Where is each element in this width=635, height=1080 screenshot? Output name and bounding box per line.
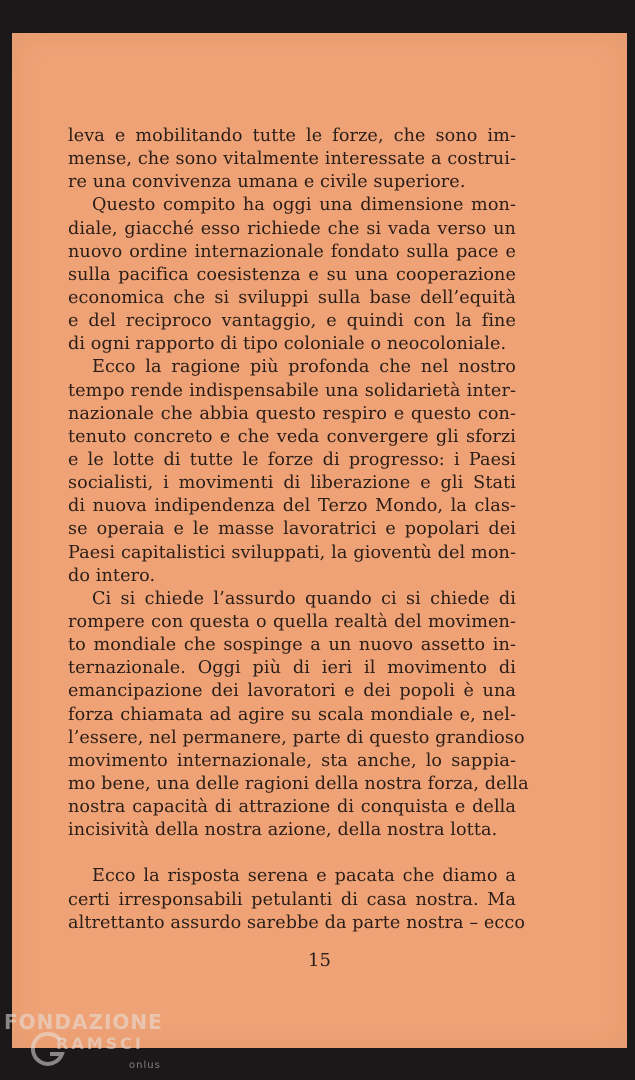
text-line: certi irresponsabili petulanti di casa nostra. Ma xyxy=(68,889,516,910)
text-line: e le lotte di tutte le forze di progresso: i Paesi xyxy=(68,449,516,470)
fondazione-gramsci-watermark xyxy=(4,1010,174,1076)
text-line: diale, giacché esso richiede che si vada verso un xyxy=(68,218,516,239)
text-line: forza chiamata ad agire su scala mondiale e, nel- xyxy=(68,704,516,725)
text-line: socialisti, i movimenti di liberazione e gli Stati xyxy=(68,473,516,494)
text-line: emancipazione dei lavoratori e dei popoli è una xyxy=(68,681,516,702)
text-line: se operaia e le masse lavoratrici e popolari dei xyxy=(68,519,516,540)
text-line: leva e mobilitando tutte le forze, che sono im- xyxy=(68,126,516,146)
text-line: Ecco la risposta serena e pacata che diamo a xyxy=(92,866,516,887)
text-line: incisività della nostra azione, della nostra lotta. xyxy=(68,820,498,841)
text-line: nuovo ordine internazionale fondato sulla pace e xyxy=(68,241,516,262)
text-line: do intero. xyxy=(68,565,156,586)
text-line: Questo compito ha oggi una dimensione mon- xyxy=(92,195,516,216)
body-text xyxy=(68,125,529,935)
watermark-text-onlus: onlus xyxy=(129,1060,161,1071)
text-line: Ci si chiede l’assurdo quando ci si chiede di xyxy=(92,588,516,609)
watermark-text-gramsci: RAMSCI xyxy=(56,1034,144,1053)
text-line: Ecco la ragione più profonda che nel nostro xyxy=(92,357,516,378)
text-line: Paesi capitalistici sviluppati, la gioventù del mon- xyxy=(68,542,516,563)
text-line: tempo rende indispensabile una solidarietà inter- xyxy=(68,380,516,401)
text-line: e del reciproco vantaggio, e quindi con la fine xyxy=(68,311,516,332)
text-line: mense, che sono vitalmente interessate a costrui- xyxy=(68,149,516,170)
text-line: altrettanto assurdo sarebbe da parte nostra – ecco xyxy=(68,912,526,933)
text-line: nostra capacità di attrazione di conquista e della xyxy=(68,797,516,818)
text-line: re una convivenza umana e civile superiore. xyxy=(68,172,466,193)
watermark-text-fondazione: FONDAZIONE xyxy=(4,1010,163,1034)
book-page xyxy=(12,33,627,1048)
text-line: ternazionale. Oggi più di ieri il movimento di xyxy=(68,658,516,679)
text-line: di nuova indipendenza del Terzo Mondo, la clas- xyxy=(68,496,516,517)
text-line: rompere con questa o quella realtà del movimen- xyxy=(68,611,516,632)
text-line: to mondiale che sospinge a un nuovo assetto in- xyxy=(68,635,516,656)
text-line: di ogni rapporto di tipo coloniale o neocoloniale. xyxy=(68,334,507,355)
text-line: nazionale che abbia questo respiro e questo con- xyxy=(68,403,516,424)
text-line: l’essere, nel permanere, parte di questo grandioso xyxy=(68,727,525,748)
text-line: mo bene, una delle ragioni della nostra forza, della xyxy=(68,773,529,794)
text-line: economica che si sviluppi sulla base dell’equità xyxy=(68,287,516,308)
page-number: 15 xyxy=(308,950,331,971)
text-line: tenuto concreto e che veda convergere gli sforzi xyxy=(68,426,516,447)
paragraph-section-gap xyxy=(68,842,516,865)
text-line: movimento internazionale, sta anche, lo sappia- xyxy=(68,750,516,771)
text-line: sulla pacifica coesistenza e su una cooperazione xyxy=(68,264,516,285)
